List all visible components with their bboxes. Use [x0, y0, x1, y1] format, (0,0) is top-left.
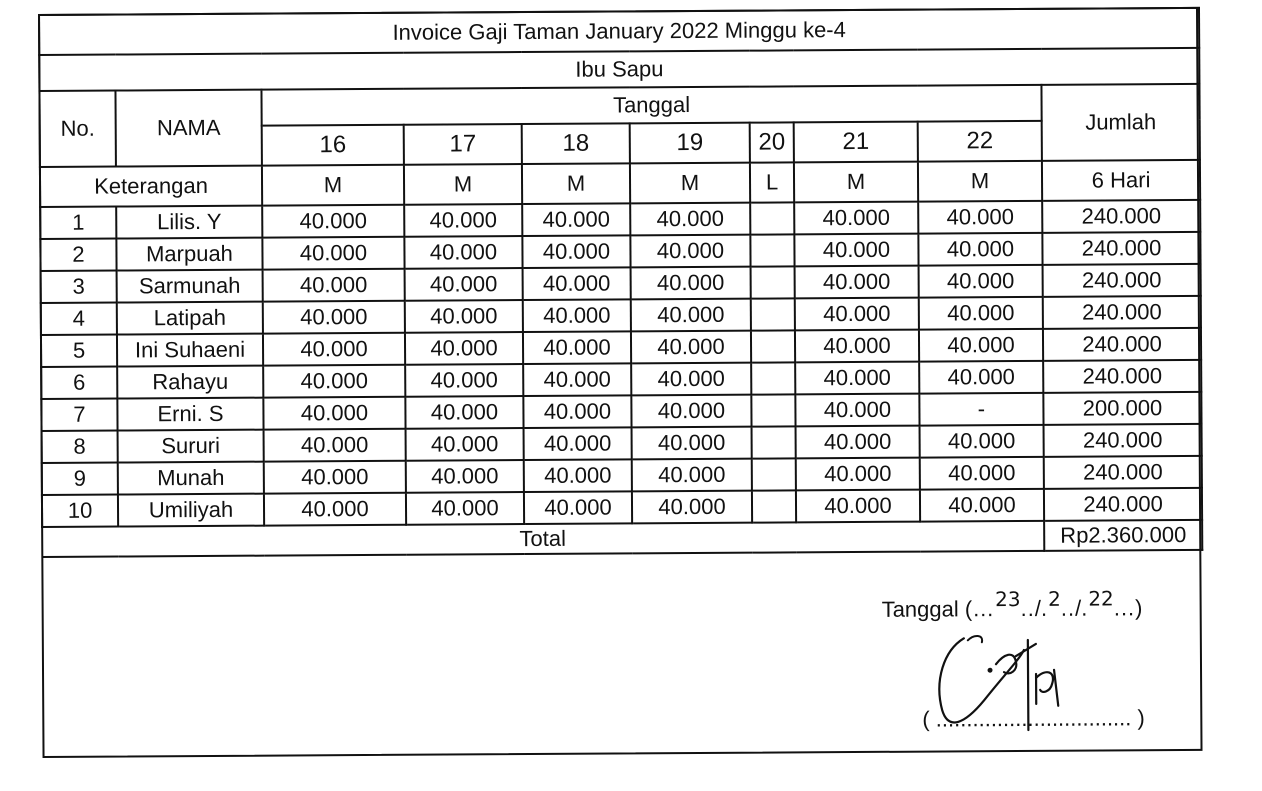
daily-wage-17: 40.000 [405, 268, 523, 301]
daily-wage-16: 40.000 [263, 333, 405, 366]
daily-wage-22: 40.000 [919, 329, 1043, 362]
row-number: 9 [42, 463, 118, 495]
daily-wage-16: 40.000 [263, 269, 405, 302]
date-year: 22 [1088, 586, 1114, 611]
daily-wage-19: 40.000 [631, 331, 751, 364]
invoice-sheet [38, 7, 1203, 758]
employee-name: Sururi [118, 430, 264, 463]
daily-wage-21: 40.000 [794, 202, 918, 235]
date-header-18: 18 [522, 123, 630, 164]
daily-wage-20 [752, 490, 796, 522]
employee-name: Ini Suhaeni [117, 334, 263, 367]
employee-name: Rahayu [117, 366, 263, 399]
daily-wage-17: 40.000 [405, 396, 523, 429]
attendance-code-20: L [750, 162, 794, 202]
daily-wage-17: 40.000 [404, 236, 522, 269]
date-header-21: 21 [794, 122, 918, 163]
daily-wage-21: 40.000 [795, 266, 919, 299]
row-number: 8 [42, 431, 118, 463]
daily-wage-20 [752, 426, 796, 458]
daily-wage-22: 40.000 [919, 265, 1043, 298]
daily-wage-19: 40.000 [632, 491, 752, 524]
date-header-17: 17 [404, 124, 522, 165]
daily-wage-21: 40.000 [796, 426, 920, 459]
row-number: 3 [41, 271, 117, 303]
daily-wage-19: 40.000 [630, 235, 750, 268]
employee-name: Lilis. Y [116, 206, 262, 239]
daily-wage-19: 40.000 [632, 427, 752, 460]
row-number: 7 [41, 399, 117, 431]
daily-wage-21: 40.000 [796, 458, 920, 491]
daily-wage-22: 40.000 [920, 425, 1044, 458]
row-number: 2 [40, 239, 116, 271]
header-jumlah: Jumlah [1041, 84, 1200, 161]
date-month: 2 [1047, 586, 1061, 611]
employee-name: Marpuah [116, 238, 262, 271]
daily-wage-16: 40.000 [263, 301, 405, 334]
daily-wage-20 [751, 266, 795, 298]
daily-wage-21: 40.000 [795, 394, 919, 427]
row-number: 6 [41, 367, 117, 399]
daily-wage-16: 40.000 [262, 237, 404, 270]
daily-wage-20 [751, 362, 795, 394]
daily-wage-16: 40.000 [263, 397, 405, 430]
daily-wage-17: 40.000 [406, 428, 524, 461]
date-header-22: 22 [918, 121, 1042, 162]
daily-wage-18: 40.000 [523, 363, 631, 396]
daily-wage-21: 40.000 [796, 490, 920, 523]
daily-wage-22: 40.000 [920, 489, 1044, 522]
employee-name: Sarmunah [117, 270, 263, 303]
daily-wage-19: 40.000 [631, 363, 751, 396]
employee-name: Munah [118, 462, 264, 495]
daily-wage-20 [751, 330, 795, 362]
total-row [42, 520, 1202, 557]
daily-wage-16: 40.000 [263, 365, 405, 398]
daily-wage-19: 40.000 [632, 459, 752, 492]
daily-wage-19: 40.000 [631, 267, 751, 300]
invoice-subtitle: Ibu Sapu [39, 48, 1199, 91]
daily-wage-20 [751, 394, 795, 426]
daily-wage-22: 40.000 [920, 457, 1044, 490]
invoice-title: Invoice Gaji Taman January 2022 Minggu ke-4 [39, 8, 1199, 55]
row-total: 240.000 [1043, 328, 1201, 361]
daily-wage-17: 40.000 [405, 364, 523, 397]
daily-wage-17: 40.000 [404, 204, 522, 237]
daily-wage-18: 40.000 [524, 491, 632, 524]
header-nama: NAMA [115, 90, 261, 167]
employee-name: Latipah [117, 302, 263, 335]
daily-wage-20 [751, 298, 795, 330]
row-number: 10 [42, 495, 118, 527]
row-total: 240.000 [1044, 456, 1202, 489]
total-label: Total [42, 521, 1044, 557]
attendance-code-21: M [794, 162, 918, 203]
daily-wage-20 [750, 234, 794, 266]
row-total: 240.000 [1043, 360, 1201, 393]
invoice-table [38, 7, 1203, 558]
attendance-code-16: M [262, 165, 404, 206]
attendance-code-17: M [404, 164, 522, 205]
employee-name: Erni. S [117, 398, 263, 431]
daily-wage-18: 40.000 [524, 459, 632, 492]
daily-wage-21: 40.000 [795, 330, 919, 363]
daily-wage-22: 40.000 [918, 201, 1042, 234]
date-day: 23 [995, 587, 1021, 612]
row-total: 240.000 [1044, 488, 1202, 521]
daily-wage-18: 40.000 [523, 395, 631, 428]
date-header-20: 20 [750, 122, 794, 162]
daily-wage-18: 40.000 [523, 299, 631, 332]
header-keterangan: Keterangan [40, 166, 262, 207]
employee-name: Umiliyah [118, 494, 264, 527]
row-total: 240.000 [1043, 296, 1201, 329]
row-total: 240.000 [1044, 424, 1202, 457]
daily-wage-19: 40.000 [630, 203, 750, 236]
daily-wage-20 [752, 458, 796, 490]
date-label: Tanggal [881, 596, 959, 622]
daily-wage-18: 40.000 [524, 427, 632, 460]
daily-wage-16: 40.000 [264, 461, 406, 494]
daily-wage-16: 40.000 [264, 429, 406, 462]
jumlah-hari: 6 Hari [1042, 160, 1200, 201]
date-line: Tanggal (…23../.2../.22...) [881, 586, 1143, 622]
daily-wage-19: 40.000 [631, 299, 751, 332]
date-header-19: 19 [630, 123, 750, 164]
daily-wage-19: 40.000 [631, 395, 751, 428]
row-total: 240.000 [1042, 200, 1200, 233]
row-number: 1 [40, 207, 116, 239]
daily-wage-16: 40.000 [262, 205, 404, 238]
row-total: 240.000 [1043, 264, 1201, 297]
row-number: 4 [41, 303, 117, 335]
signature-area [43, 569, 1200, 756]
daily-wage-22: 40.000 [919, 297, 1043, 330]
daily-wage-16: 40.000 [264, 493, 406, 526]
date-header-16: 16 [262, 125, 404, 166]
daily-wage-22: 40.000 [919, 361, 1043, 394]
grand-total: Rp2.360.000 [1044, 520, 1202, 551]
header-tanggal: Tanggal [261, 85, 1041, 126]
daily-wage-18: 40.000 [523, 267, 631, 300]
signature-line: ( ................................ ) [922, 705, 1145, 732]
daily-wage-21: 40.000 [794, 234, 918, 267]
daily-wage-22: 40.000 [918, 233, 1042, 266]
header-no: No. [39, 91, 115, 167]
daily-wage-18: 40.000 [523, 331, 631, 364]
attendance-code-19: M [630, 163, 750, 204]
daily-wage-22: - [919, 393, 1043, 426]
daily-wage-18: 40.000 [522, 203, 630, 236]
daily-wage-21: 40.000 [795, 298, 919, 331]
daily-wage-17: 40.000 [406, 492, 524, 525]
attendance-code-18: M [522, 163, 630, 204]
row-number: 5 [41, 335, 117, 367]
attendance-code-22: M [918, 161, 1042, 202]
daily-wage-17: 40.000 [405, 332, 523, 365]
daily-wage-17: 40.000 [405, 300, 523, 333]
daily-wage-21: 40.000 [795, 362, 919, 395]
daily-wage-18: 40.000 [522, 235, 630, 268]
daily-wage-20 [750, 202, 794, 234]
row-total: 200.000 [1043, 392, 1201, 425]
row-total: 240.000 [1042, 232, 1200, 265]
daily-wage-17: 40.000 [406, 460, 524, 493]
